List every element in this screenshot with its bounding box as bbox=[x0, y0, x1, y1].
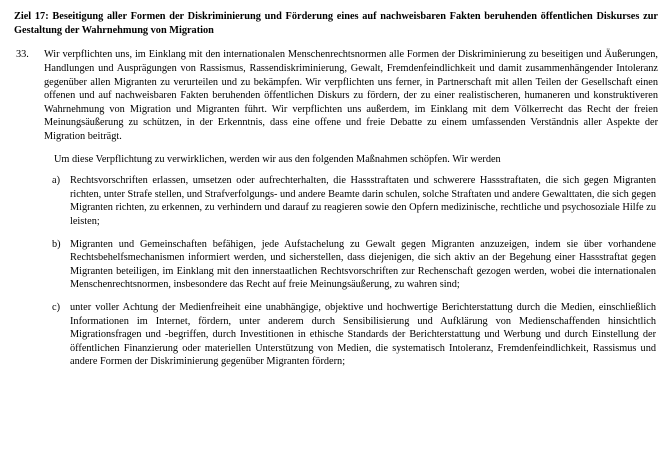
list-item-text: Migranten und Gemeinschaften befähigen, jede Aufstachelung zu Gewalt gegen Migranten anzuzeigen, indem sie über vorhandene Rechtsbehelfsmechanismen informiert werden, und sicherstellen, dass diejenigen, die sich aktiv an der Begehung einer Hassstraftat gegen Migranten beteiligen, im Einklang mit den innerstaatlichen Rechtsvorschriften zur Rechenschaft gezogen werden, wobei die internationalen Menschenrechtsnormen, insbesondere das Recht auf freie Meinungsäußerung, zu wahren sind; bbox=[70, 238, 656, 291]
paragraph-number: 33. bbox=[16, 49, 29, 61]
list-item-label: b) bbox=[52, 238, 61, 250]
list-item bbox=[14, 174, 658, 228]
list-item bbox=[14, 238, 658, 292]
lead-in-text: Um diese Verpflichtung zu verwirklichen, werden wir aus den folgenden Maßnahmen schöpfen. Wir werden bbox=[54, 153, 501, 165]
list-item-text: unter voller Achtung der Medienfreiheit eine unabhängige, objektive und hochwertige Berichterstattung durch die Medien, einschließlich Informationen im Internet, fördern, unter anderem durch Sensibilisierung und Aufklärung von Medienschaffenden hinsichtlich Migrationsfragen und -begriffen, durch Investitionen in ethische Standards der Berichterstattung und Werbung und durch Einstellung der öffentlichen Finanzierung oder materiellen Unterstützung von Medien, die systematisch Intoleranz, Fremdenfeindlichkeit, Rassismus und andere Formen der Diskriminierung gegenüber Migranten fördern; bbox=[70, 301, 656, 368]
page-title: Ziel 17: Beseitigung aller Formen der Diskriminierung und Förderung eines auf nachweisbaren Fakten beruhenden öffentlichen Diskurses zur Gestaltung der Wahrnehmung von Migration bbox=[14, 11, 658, 37]
list-item-label: c) bbox=[52, 301, 60, 313]
list-item bbox=[14, 301, 658, 369]
list-item-label: a) bbox=[52, 175, 60, 187]
paragraph-text: Wir verpflichten uns, im Einklang mit den internationalen Menschenrechtsnormen alle Formen der Diskriminierung zu beseitigen und Äußerungen, Handlungen und Ausprägungen von Rassismus, Rassendiskriminierung, Gewalt, Fremdenfeindlichkeit und damit zusammenhängender Intoleranz gegenüber allen Migranten zu verurteilen und zu bekämpfen. Wir verpflichten uns ferner, in Partnerschaft mit allen Teilen der Gesellschaft einen offenen und auf nachweisbaren Fakten beruhenden öffentlichen Diskurs zu fördern, der zu einer realistischeren, humaneren und konstruktiveren Wahrnehmung von Migration und Migranten führt. Wir verpflichten uns außerdem, im Einklang mit dem Völkerrecht das Recht der freien Meinungsäußerung zu schützen, in der Erkenntnis, dass eine offene und freie Debatte zu einem umfassenden Verständnis aller Aspekte der Migration beiträgt. bbox=[44, 49, 658, 142]
list-item-text: Rechtsvorschriften erlassen, umsetzen oder aufrechterhalten, die Hassstraftaten und schwerere Hassstraftaten, die sich gegen Migranten richten, unter Strafe stellen, und Strafverfolgungs- und andere Beamte darin schulen, solche Straftaten und andere Gewalttaten, die sich gegen Migranten richten, zu erkennen, zu verhindern und darauf zu reagieren sowie den Opfern medizinische, rechtliche und psychosoziale Hilfe zu leisten; bbox=[70, 175, 656, 227]
numbered-paragraph bbox=[14, 48, 658, 143]
